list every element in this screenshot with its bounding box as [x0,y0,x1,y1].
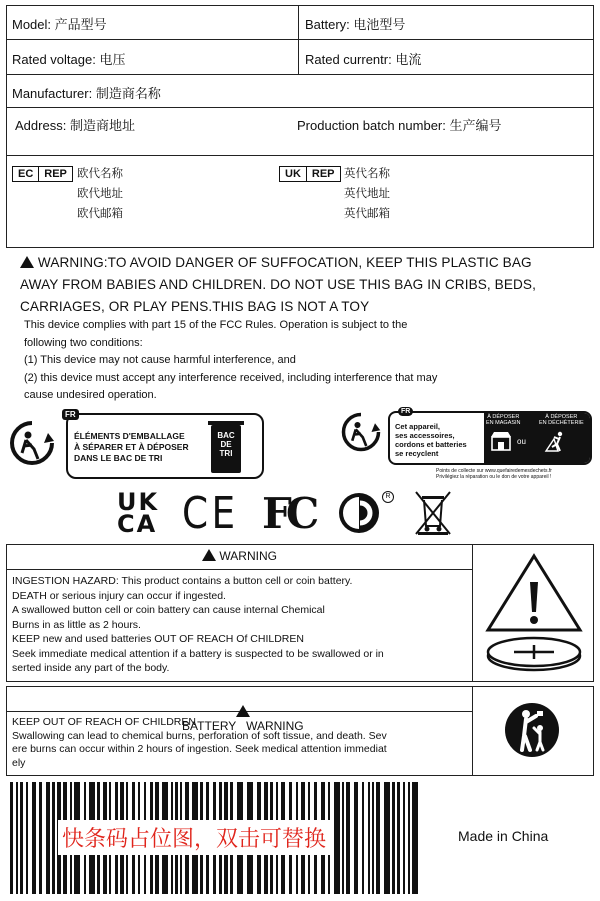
voltage-value: 电压 [99,52,126,67]
barcode-bar [32,782,36,894]
ukca-mark [117,488,163,538]
ukca-bottom: CA [117,510,158,538]
current-label: Rated currentr: [305,52,392,67]
barcode-bar [46,782,50,894]
warning-header-divider [6,569,473,570]
triman-electronics-line: Cet appareil, [395,422,441,431]
deposit-line: EN MAGASIN [486,420,521,426]
barcode-bar [368,782,370,894]
battery-warning-title-text: BATTERY WARNING [182,719,304,733]
battery-warning-body [12,716,387,770]
manufacturer-label: Manufacturer: [12,86,93,101]
warning-line: Burns in as little as 2 hours. [12,618,141,631]
button-cell-warning-title [6,549,473,563]
triman-packaging-logo [8,411,263,483]
warning-line: serted inside any part of the body. [12,662,170,674]
barcode-bar [346,782,350,894]
triman-electronics-text [395,422,467,458]
barcode-bar [408,782,410,894]
fcc-mark: FC [262,489,314,538]
ec-rep-badge [12,166,73,182]
battery-label: Battery: [305,17,350,32]
ec-badge-text: EC [18,168,34,180]
triman-footnote [436,468,552,480]
triman-packaging-line: ÉLÉMENTS D'EMBALLAGE [74,431,185,441]
triman-electronics-logo [340,407,595,487]
barcode-placeholder-label[interactable] [58,820,330,855]
barcode-bar [16,782,18,894]
deposit-store-label [486,414,521,426]
warning-title-text: WARNING [219,549,277,563]
spec-row-divider [6,155,594,156]
model-label: Model: [12,17,52,32]
voltage-field [12,49,125,68]
suffocation-line: AWAY FROM BABIES AND CHILDREN. DO NOT USE THIS BAG IN CRIBS, BEDS, [20,277,536,292]
batch-value: 生产编号 [449,118,502,133]
triman-packaging-line: À SÉPARER ET À DÉPOSER [74,442,189,452]
battery-warning-line: KEEP OUT OF REACH OF CHILDREN [12,716,196,728]
bin-lid [208,421,244,425]
spec-row-divider [6,107,594,108]
warning-line: INGESTION HAZARD: This product contains a button cell or coin battery. [12,575,353,587]
barcode-bar [52,782,55,894]
barcode-bar [334,782,340,894]
fr-tag: FR [398,407,413,416]
sorting-bin-icon [211,425,241,473]
ec-rep-address: 欧代地址 [77,188,123,200]
ce-mark: CE [182,488,239,539]
or-label: ou [517,437,526,446]
model-value: 产品型号 [54,17,107,32]
spec-row-divider [6,74,594,75]
warning-line: Seek immediate medical attention if a battery is suspected to be swallowed or in [12,647,384,660]
button-cell-warning-body [12,574,384,676]
warning-line: DEATH or serious injury can occur if ingested. [12,589,226,602]
suffocation-line: CARRIAGES, OR PLAY PENS.THIS BAG IS NOT A TOY [20,299,370,314]
triman-electronics-line: ses accessoires, [395,431,455,440]
ec-rep-email: 欧代邮箱 [77,208,123,220]
fcc-line: (2) this device must accept any interference received, including interference that may [24,371,438,384]
triman-electronics-line: se recyclent [395,449,439,458]
battery-field [305,14,405,33]
current-field [305,49,421,68]
fcc-line: (1) This device may not cause harmful interference, and [24,354,296,367]
barcode-bar [397,782,400,894]
barcode-bar [26,782,28,894]
store-icon [490,431,512,451]
battery-warning-line: Swallowing can lead to chemical burns, perforation of soft tissue, and death. Sev [12,729,387,742]
barcode-bar [392,782,395,894]
address-value: 制造商地址 [69,118,135,133]
battery-value: 电池型号 [353,17,406,32]
batch-label: Production batch number: [297,118,446,133]
fcc-line: This device complies with part 15 of the FCC Rules. Operation is subject to the [24,319,408,331]
keep-away-from-children-icon [504,702,560,758]
barcode-placeholder-text: 快条码占位图，双击可替换 [62,827,327,852]
batch-field [297,115,502,134]
uk-rep-email: 英代邮箱 [344,208,390,220]
bin-label: DE [220,440,232,449]
triman-packaging-line: DANS LE BAC DE TRI [74,453,163,463]
registered-mark: R [382,491,394,503]
triman-icon [340,411,382,453]
spec-row-divider [6,39,594,40]
triman-electronics-line: cordons et batteries [395,440,467,449]
coin-battery-warning-icon [484,552,584,676]
uk-badge-text: UK [285,168,301,180]
fcc-statement [24,317,584,405]
deposit-center-label [539,414,584,426]
manufacturer-value: 制造商名称 [95,86,161,101]
warning-line: KEEP new and used batteries OUT OF REACH Of CHILDREN [12,633,304,645]
deposit-line: À DÉPOSER [545,414,578,420]
ukca-top: UK [117,488,160,516]
barcode-bar [403,782,405,894]
deposit-line: EN DÉCHÈTERIE [539,420,584,426]
address-label: Address: [15,118,67,133]
uk-rep-address: 英代地址 [344,188,390,200]
bin-label: BAC [217,431,235,440]
barcode-bar [10,782,13,894]
weee-bin-icon [412,488,454,536]
green-dot-icon [337,491,385,535]
model-field [12,14,107,33]
deposit-line: À DÉPOSER [487,414,520,420]
address-field [15,115,135,134]
barcode-bar [384,782,390,894]
barcode-bar [362,782,364,894]
warning-triangle-icon [202,549,216,561]
warning-icon-divider [472,544,473,682]
fr-tag: FR [62,409,79,420]
battery-warning-line: ely [12,756,26,769]
made-in-label: Made in China [458,828,549,844]
triman-packaging-text [74,431,189,464]
manufacturer-field [12,83,161,102]
spec-col-divider [298,5,299,75]
barcode-bar [20,782,23,894]
uk-rep-name: 英代名称 [344,168,390,180]
barcode-bar [342,782,344,894]
suffocation-warning [20,252,590,318]
barcode-bar [412,782,418,894]
fcc-line: cause undesired operation. [24,389,157,402]
rep-badge-text: REP [38,167,72,181]
bin-label: TRI [219,449,233,458]
uk-rep-badge [279,166,341,182]
footnote-line: Points de collecte sur www.quefairedemesdechets.fr [436,468,552,474]
barcode-bar [376,782,380,894]
footnote-line: Privilégiez la réparation ou le don de votre appareil ! [436,474,552,480]
warning-triangle-icon [20,256,34,268]
battery-warning-line: ere burns can occur within 2 hours of ingestion. Seek medical attention immediat [12,743,387,755]
suffocation-line: WARNING:TO AVOID DANGER OF SUFFOCATION, KEEP THIS PLASTIC BAG [37,255,532,270]
barcode-bar [39,782,42,894]
rep-badge-text: REP [306,167,340,181]
current-value: 电流 [395,52,422,67]
recycling-center-icon [544,429,568,453]
barcode-bar [354,782,358,894]
barcode-bar [372,782,374,894]
triman-icon [8,419,56,467]
fcc-line: following two conditions: [24,336,143,349]
warning-line: A swallowed button cell or coin battery can cause internal Chemical [12,604,325,616]
voltage-label: Rated voltage: [12,52,96,67]
ec-rep-name: 欧代名称 [77,168,123,180]
